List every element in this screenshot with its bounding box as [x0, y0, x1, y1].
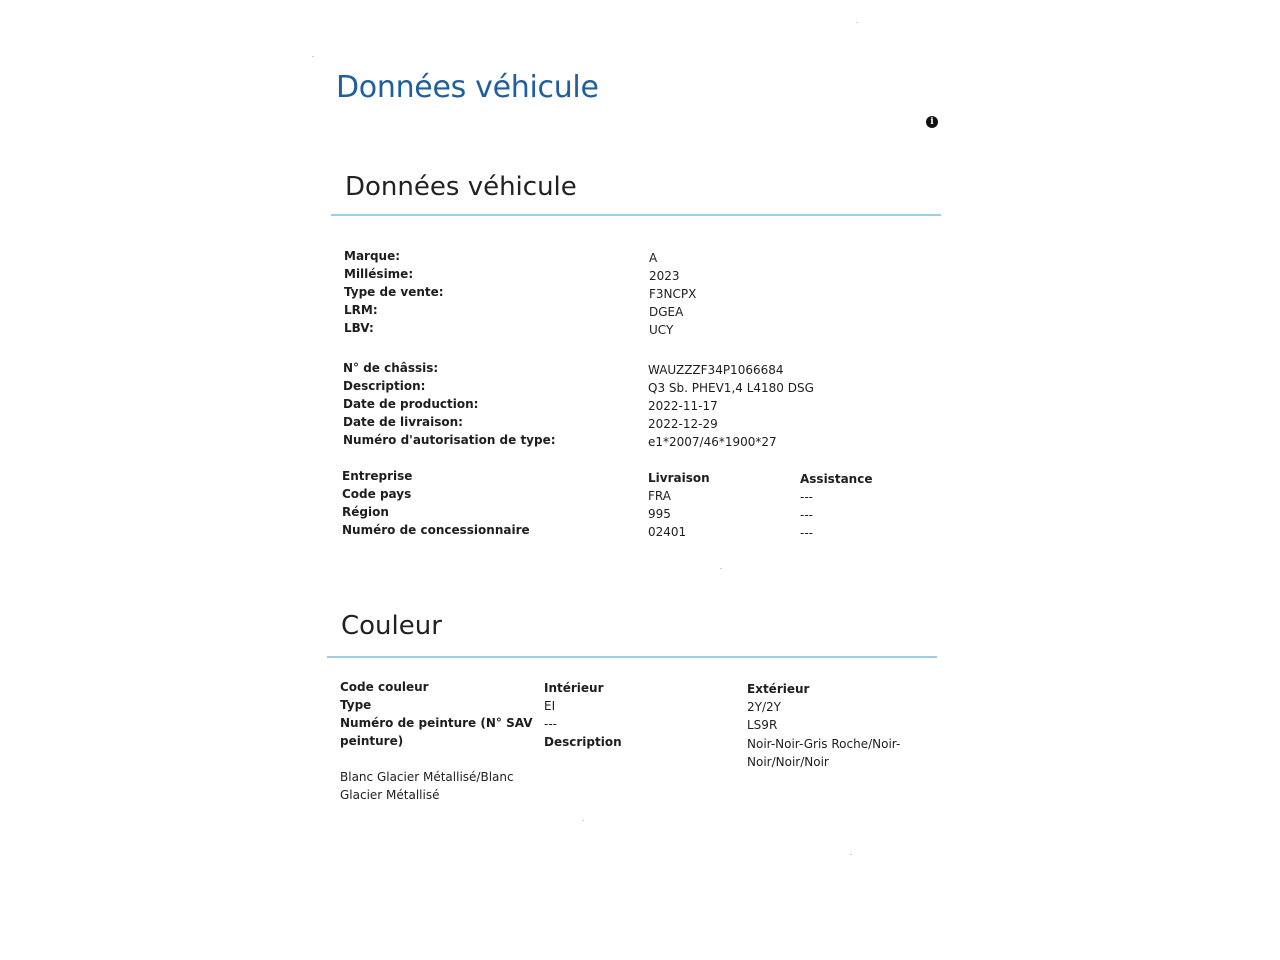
- value-millesime: 2023: [649, 269, 680, 283]
- value-delivery-date: 2022-12-29: [648, 417, 718, 431]
- label-marque: Marque:: [344, 249, 401, 263]
- label-dealer-number: Numéro de concessionnaire: [342, 523, 530, 537]
- value-exterior-type: 2Y/2Y: [747, 700, 781, 714]
- label-type: Type: [340, 698, 372, 712]
- value-production-date: 2022-11-17: [648, 399, 718, 413]
- label-description-color: Description: [544, 735, 622, 749]
- label-type-de-vente: Type de vente:: [344, 285, 444, 299]
- value-chassis: WAUZZZF34P1066684: [648, 363, 784, 377]
- page-title: Données véhicule: [336, 70, 599, 105]
- value-lrm: DGEA: [649, 305, 684, 319]
- value-interior-paint-number: ---: [544, 717, 557, 731]
- column-header-livraison: Livraison: [648, 471, 710, 485]
- value-type-de-vente: F3NCPX: [649, 287, 697, 301]
- scan-speck: [850, 854, 852, 855]
- label-lrm: LRM:: [344, 303, 378, 317]
- label-paint-number-line1: Numéro de peinture (N° SAV: [340, 716, 533, 730]
- value-code-pays-livraison: FRA: [648, 489, 671, 503]
- label-chassis: N° de châssis:: [343, 361, 439, 375]
- label-code-couleur: Code couleur: [340, 680, 429, 694]
- label-millesime: Millésime:: [344, 267, 414, 281]
- label-region: Région: [342, 505, 389, 519]
- column-header-exterieur: Extérieur: [747, 682, 810, 696]
- label-delivery-date: Date de livraison:: [343, 415, 463, 429]
- value-type-approval: e1*2007/46*1900*27: [648, 435, 777, 449]
- scan-speck: [856, 22, 858, 23]
- scan-speck: [312, 56, 314, 57]
- label-lbv: LBV:: [344, 321, 374, 335]
- value-exterior-description-line2: Glacier Métallisé: [340, 788, 440, 802]
- value-lbv: UCY: [649, 323, 674, 337]
- vehicle-section-title: Données véhicule: [345, 172, 577, 202]
- value-interior-description-line2: Noir/Noir/Noir: [747, 755, 829, 769]
- scan-speck: [582, 820, 584, 821]
- color-section-title: Couleur: [341, 611, 442, 641]
- value-exterior-description-line1: Blanc Glacier Métallisé/Blanc: [340, 770, 514, 784]
- value-dealer-number-livraison: 02401: [648, 525, 687, 539]
- value-region-assistance: ---: [800, 508, 813, 522]
- value-description: Q3 Sb. PHEV1,4 L4180 DSG: [648, 381, 814, 395]
- scan-speck: [720, 568, 722, 569]
- label-description: Description:: [343, 379, 426, 393]
- label-type-approval: Numéro d'autorisation de type:: [343, 433, 556, 447]
- label-entreprise: Entreprise: [342, 469, 413, 483]
- color-section-divider: [327, 656, 937, 658]
- label-production-date: Date de production:: [343, 397, 479, 411]
- label-code-pays: Code pays: [342, 487, 412, 501]
- column-header-interieur: Intérieur: [544, 681, 604, 695]
- value-region-livraison: 995: [648, 507, 671, 521]
- value-dealer-number-assistance: ---: [800, 526, 813, 540]
- label-paint-number-line2: peinture): [340, 734, 404, 748]
- value-marque: A: [649, 251, 658, 265]
- value-exterior-paint-number: LS9R: [747, 718, 778, 732]
- column-header-assistance: Assistance: [800, 472, 873, 486]
- info-icon[interactable]: i: [926, 116, 938, 128]
- value-interior-type: EI: [544, 699, 556, 713]
- value-interior-description-line1: Noir-Noir-Gris Roche/Noir-: [747, 737, 901, 751]
- vehicle-section-divider: [331, 214, 941, 216]
- value-code-pays-assistance: ---: [800, 490, 813, 504]
